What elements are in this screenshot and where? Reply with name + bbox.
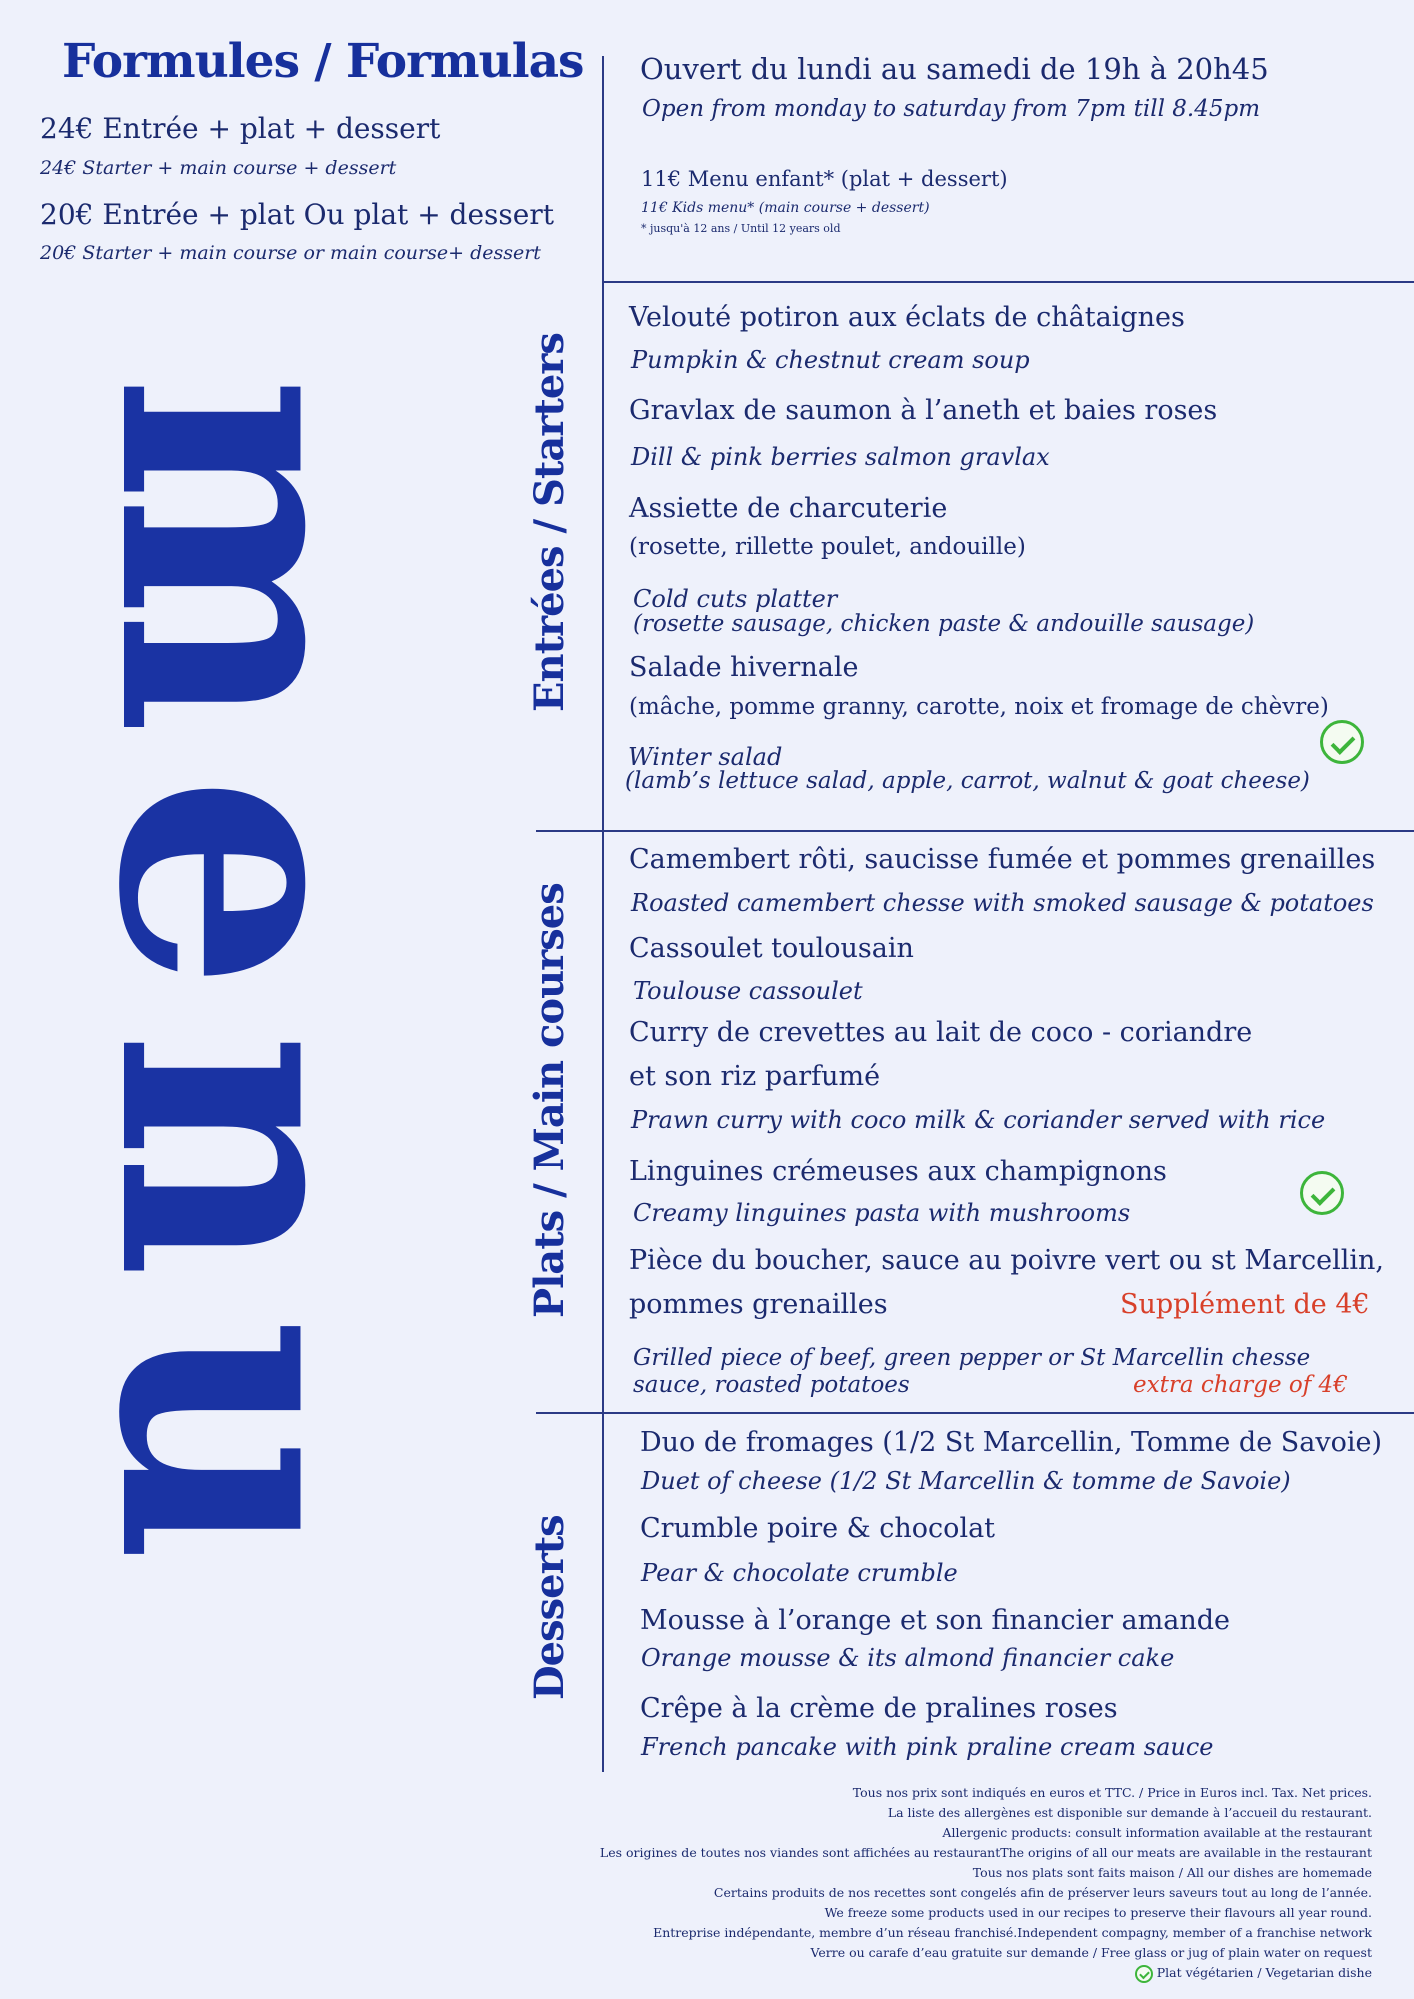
main-5-en: Grilled piece of beef, green pepper or St Marcellin chesse [633,1345,1311,1371]
starter-3-en: Cold cuts platter [633,585,838,613]
dessert-4-en: French pancake with pink praline cream sauce [641,1733,1214,1761]
main-4-fr: Linguines crémeuses aux champignons [629,1156,1167,1187]
dessert-1-fr: Duo de fromages (1/2 St Marcellin, Tomme de Savoie) [640,1427,1383,1458]
main-5-fr-details: pommes grenailles [629,1289,888,1320]
note-line: La liste des allergènes est disponible sur demande à l’accueil du restaurant. [887,1805,1372,1820]
main-5-en-details: sauce, roasted potatoes [633,1372,910,1398]
starter-4-fr: Salade hivernale [629,652,859,683]
note-line: Entreprise indépendante, membre d’un réseau franchisé.Independent compagny, member of a franchise network [653,1925,1372,1940]
dessert-2-fr: Crumble poire & chocolat [640,1513,996,1544]
formula-2-fr: 20€ Entrée + plat Ou plat + dessert [40,198,554,231]
divider-vertical-desserts [602,1414,604,1772]
starter-4-en-details: (lamb’s lettuce salad, apple, carrot, walnut & goat cheese) [625,768,1310,794]
divider-horizontal-mains [536,1412,1414,1414]
divider-vertical-mains [602,832,604,1412]
main-5-fr: Pièce du boucher, sauce au poivre vert ou st Marcellin, [629,1245,1384,1276]
vegetarian-icon [1320,720,1364,764]
divider-horizontal-top [602,281,1414,283]
main-2-en: Toulouse cassoulet [633,977,863,1005]
dessert-4-fr: Crêpe à la crème de pralines roses [640,1693,1118,1724]
veg-legend-label: Plat végétarien / Vegetarian dishe [1156,1965,1372,1980]
veg-legend [472,1963,1372,1983]
note-line: We freeze some products used in our recipes to preserve their flavours all year round. [824,1905,1372,1920]
kids-menu-fr: 11€ Menu enfant* (plat + dessert) [641,167,1008,191]
dessert-2-en: Pear & chocolate crumble [641,1559,958,1587]
divider-horizontal-starters [536,830,1414,832]
main-1-fr: Camembert rôti, saucisse fumée et pommes grenailles [629,844,1376,875]
main-1-en: Roasted camembert chesse with smoked sausage & potatoes [631,889,1374,917]
opening-hours-en: Open from monday to saturday from 7pm till 8.45pm [642,96,1261,122]
note-line: Certains produits de nos recettes sont congelés afin de préserver leurs saveurs tout au long de l’année. [713,1885,1372,1900]
dessert-1-en: Duet of cheese (1/2 St Marcellin & tomme de Savoie) [641,1467,1291,1495]
starter-3-fr: Assiette de charcuterie [629,493,948,524]
note-line: Verre ou carafe d’eau gratuite sur demande / Free glass or jug of plain water on request [810,1945,1372,1960]
formulas-title: Formules / Formulas [62,34,584,89]
section-label-desserts: Desserts [526,1515,573,1700]
main-5-supplement-en: extra charge of 4€ [1133,1372,1348,1398]
starter-4-en: Winter salad [628,743,783,771]
note-line: Tous nos prix sont indiqués en euros et TTC. / Price in Euros incl. Tax. Net prices. [852,1785,1372,1800]
kids-menu-en: 11€ Kids menu* (main course + dessert) [641,200,930,216]
kids-menu-note: * jusqu'à 12 ans / Until 12 years old [641,222,841,235]
starter-1-en: Pumpkin & chestnut cream soup [631,346,1030,374]
legal-notes [472,1783,1372,1983]
main-4-en: Creamy linguines pasta with mushrooms [633,1199,1131,1227]
main-3-en: Prawn curry with coco milk & coriander served with rice [631,1106,1326,1134]
formula-1-en: 24€ Starter + main course + dessert [40,157,397,179]
main-3-fr-details: et son riz parfumé [629,1061,881,1092]
main-3-fr: Curry de crevettes au lait de coco - coriandre [629,1017,1253,1048]
starter-3-fr-details: (rosette, rillette poulet, andouille) [629,534,1026,560]
menu-word: menu [43,375,442,1606]
starter-2-fr: Gravlax de saumon à l’aneth et baies roses [629,395,1218,426]
dessert-3-fr: Mousse à l’orange et son financier amande [640,1605,1231,1636]
formula-1-fr: 24€ Entrée + plat + dessert [40,112,441,145]
divider-vertical-top [602,56,604,282]
starter-2-en: Dill & pink berries salmon gravlax [631,443,1050,471]
note-line: Les origines de toutes nos viandes sont affichées au restaurantThe origins of all our meats are available in the restaurant [599,1845,1372,1860]
main-2-fr: Cassoulet toulousain [629,933,914,964]
starter-3-en-details: (rosette sausage, chicken paste & andouille sausage) [633,611,1255,637]
note-line: Allergenic products: consult information available at the restaurant [942,1825,1372,1840]
section-label-starters: Entrées / Starters [526,333,573,712]
divider-vertical-starters [602,283,604,831]
main-5-supplement-fr: Supplément de 4€ [1120,1289,1370,1320]
starter-1-fr: Velouté potiron aux éclats de châtaignes [629,302,1185,333]
formula-2-en: 20€ Starter + main course or main course+ dessert [40,242,541,264]
starter-4-fr-details: (mâche, pomme granny, carotte, noix et fromage de chèvre) [629,694,1329,720]
opening-hours-fr: Ouvert du lundi au samedi de 19h à 20h45 [640,52,1269,86]
note-line: Tous nos plats sont faits maison / All our dishes are homemade [972,1865,1372,1880]
vegetarian-icon [1135,1965,1153,1983]
section-label-mains: Plats / Main courses [526,883,573,1318]
vegetarian-icon [1300,1171,1344,1215]
dessert-3-en: Orange mousse & its almond financier cake [641,1644,1175,1672]
